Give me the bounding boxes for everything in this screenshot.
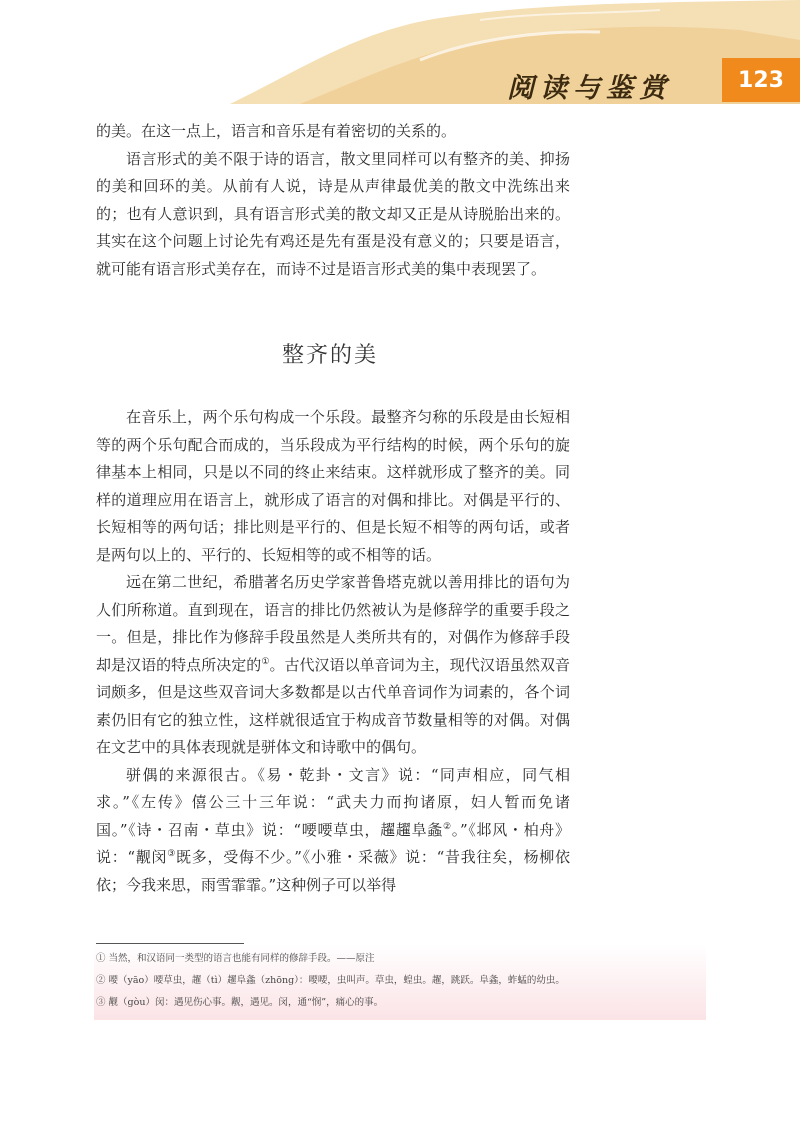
paragraph: 的美。在这一点上，语言和音乐是有着密切的关系的。 — [96, 122, 457, 140]
footnote: ① 当然，和汉语同一类型的语言也能有同样的修辞手段。——原注 — [96, 953, 375, 964]
footnote-ref: ③ — [167, 849, 177, 859]
text-run: 既多，受侮不少。”《小雅・采薇》说：“昔我往矣，杨柳依依；今我来思，雨雪霏霏。”这种例子可以举得 — [96, 848, 570, 894]
footnote: ② 喓（yāo）喓草虫，趯（tì）趯阜螽（zhōng）：喓喓，虫叫声。草虫，蝗虫。趯，跳跃。阜螽，蚱蜢的幼虫。 — [96, 975, 565, 986]
main-text — [96, 404, 570, 899]
paragraph — [96, 569, 570, 762]
intro-text — [96, 118, 570, 283]
text-run: 。”《邶风・柏舟》说：“觏闵 — [96, 820, 570, 866]
footnotes — [96, 948, 696, 1014]
section-title: 阅读与鉴赏 — [507, 73, 672, 104]
page-number: 123 — [722, 58, 800, 102]
paragraph — [96, 762, 570, 900]
header-decoration — [0, 0, 800, 110]
section-heading: 整齐的美 — [281, 343, 378, 368]
text-run: 远在第二世纪，希腊著名历史学家普鲁塔克就以善用排比的语句为人们所称道。直到现在，语言的排比仍然被认为是修辞学的重要手段之一。但是，排比作为修辞手段虽然是人类所共有的，对偶作为修辞手段却是汉语的特点所决定的 — [96, 573, 570, 674]
footnote-ref: ② — [443, 821, 452, 832]
text-run: 。古代汉语以单音词为主，现代汉语虽然双音词颇多，但是这些双音词大多数都是以古代单音词作为词素的，各个词素仍旧有它的独立性，这样就很适宜于构成音节数量相等的对偶。对偶在文艺中的具体表现就是骈体文和诗歌中的偶句。 — [96, 655, 570, 756]
text-run: 骈偶的来源很古。《易・乾卦・文言》说：“同声相应，同气相求。”《左传》僖公三十三年说：“武夫力而拘诸原，妇人暂而免诸国。”《诗・召南・草虫》说：“喓喓草虫，趯趯阜螽 — [96, 765, 570, 839]
footnote: ③ 觏（gòu）闵：遇见伤心事。觏，遇见。闵，通“悯”，痛心的事。 — [96, 997, 384, 1008]
paragraph: 语言形式的美不限于诗的语言，散文里同样可以有整齐的美、抑扬的美和回环的美。从前有人说，诗是从声律最优美的散文中洗练出来的；也有人意识到，具有语言形式美的散文却又正是从诗脱胎出来的。其实在这个问题上讨论先有鸡还是先有蛋是没有意义的；只要是语言，就可能有语言形式美存在，而诗不过是语言形式美的集中表现罢了。 — [96, 149, 570, 278]
paragraph: 在音乐上，两个乐句构成一个乐段。最整齐匀称的乐段是由长短相等的两个乐句配合而成的，当乐段成为平行结构的时候，两个乐句的旋律基本上相同，只是以不同的终止来结束。这样就形成了整齐的美。同样的道理应用在语言上，就形成了语言的对偶和排比。对偶是平行的、长短相等的两句话；排比则是平行的、但是长短不相等的两句话，或者是两句以上的、平行的、长短相等的或不相等的话。 — [96, 408, 570, 564]
footnote-ref: ① — [261, 656, 270, 667]
